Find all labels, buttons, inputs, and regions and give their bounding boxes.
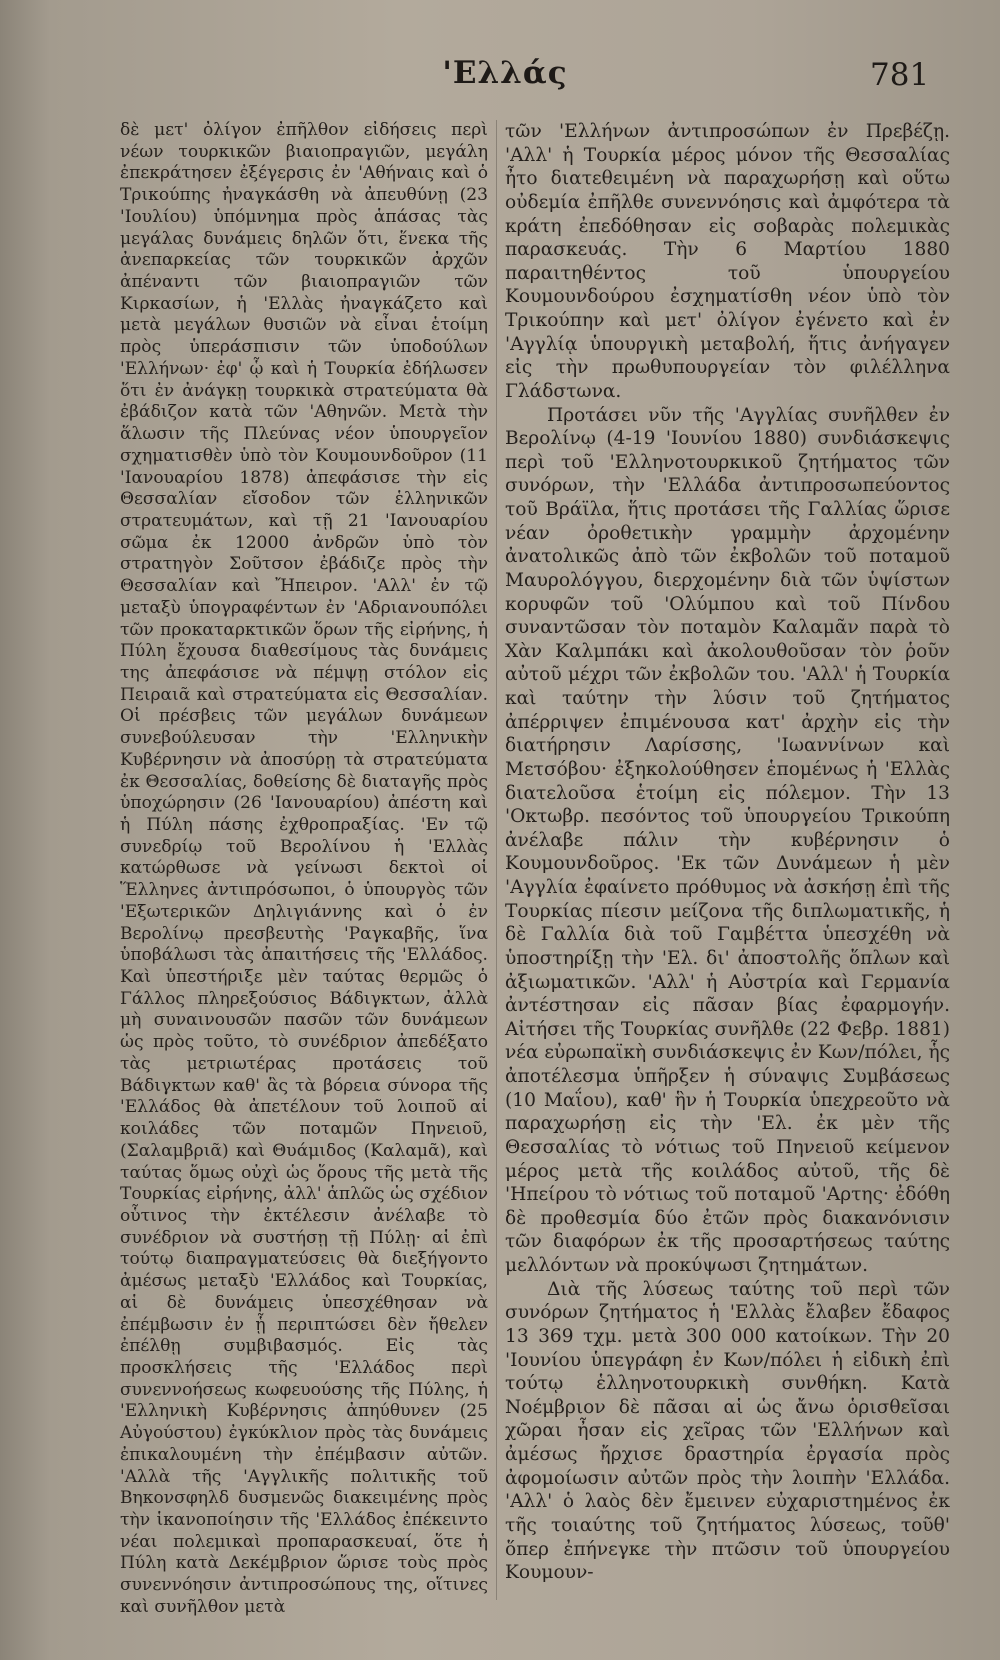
- column-divider: [496, 120, 497, 1600]
- left-column: [120, 120, 488, 1619]
- running-header: 'Ελλάς: [442, 55, 568, 91]
- page-number: 781: [870, 57, 930, 93]
- right-paragraph-1: τῶν 'Ελλήνων ἀντιπροσώπων ἐν Πρεβέζῃ. 'Αλλ' ἡ Τουρκία μέρος μόνον τῆς Θεσσαλίας ἦτο διατεθειμένη νὰ παραχωρήσῃ καὶ οὕτω οὐδεμία ἐπῆλθε συνεννόησις καὶ ἀμφότερα τὰ κράτη ἐπεδόθησαν εἰς σοβαρὰς πολεμικὰς παρασκευάς. Τὴν 6 Μαρτίου 1880 παραιτηθέντος τοῦ ὑπουργείου Κουμουνδούρου ἐσχηματίσθη νέον ὑπὸ τὸν Τρικούπην καὶ μετ' ὀλίγον ἐγένετο καὶ ἐν 'Αγγλίᾳ ὑπουργικὴ μεταβολή, ἥτις ἀνήγαγεν εἰς τὴν πρωθυπουργείαν τὸν φιλέλληνα Γλάδστωνα.: [505, 121, 950, 402]
- left-paragraph-1: δὲ μετ' ὀλίγον ἐπῆλθον εἰδήσεις περὶ νέων τουρκικῶν βιαιοπραγιῶν, μεγάλη ἐπεκράτησεν ἐξέγερσις ἐν 'Αθήναις καὶ ὁ Τρικούπης ἠναγκάσθη νὰ ἀπευθύνῃ (23 'Ιουλίου) ὑπόμνημα πρὸς ἁπάσας τὰς μεγάλας δυνάμεις δηλῶν ὅτι, ἕνεκα τῆς ἀνεπαρκείας τῶν τουρκικῶν ἀρχῶν ἀπέναντι τῶν βιαιοπραγιῶν τῶν Κιρκασίων, ἡ 'Ελλὰς ἠναγκάζετο καὶ μετὰ μεγάλων θυσιῶν νὰ εἶναι ἑτοίμη πρὸς ὑπεράσπισιν τῶν ὑποδούλων 'Ελλήνων· ἐφ' ᾧ καὶ ἡ Τουρκία ἐδήλωσεν ὅτι ἐν ἀνάγκῃ τουρκικὰ στρατεύματα θὰ ἐβάδιζον κατὰ τῶν 'Αθηνῶν. Μετὰ τὴν ἅλωσιν τῆς Πλεύνας νέον ὑπουργεῖον σχηματισθὲν ὑπὸ τὸν Κουμουνδοῦρον (11 'Ιανουαρίου 1878) ἀπεφάσισε τὴν εἰς Θεσσαλίαν εἴσοδον τῶν ἑλληνικῶν στρατευμάτων, καὶ τῇ 21 'Ιανουαρίου σῶμα ἐκ 12000 ἀνδρῶν ὑπὸ τὸν στρατηγὸν Σοῦτσον ἐβάδιζε πρὸς τὴν Θεσσαλίαν καὶ Ἤπειρον. 'Αλλ' ἐν τῷ μεταξὺ ὑπογραφέντων ἐν 'Αδριανουπόλει τῶν προκαταρκτικῶν ὅρων τῆς εἰρήνης, ἡ Πύλη ἔχουσα διαθεσίμους τὰς δυνάμεις της ἀπεφάσισε νὰ πέμψῃ στόλον εἰς Πειραιᾶ καὶ στρατεύματα εἰς Θεσσαλίαν. Οἱ πρέσβεις τῶν μεγάλων δυνάμεων συνεβούλευσαν τὴν 'Ελληνικὴν Κυβέρνησιν νὰ ἀποσύρῃ τὰ στρατεύματα ἐκ Θεσσαλίας, δοθείσης δὲ διαταγῆς πρὸς ὑποχώρησιν (26 'Ιανουαρίου) ἀπέστη καὶ ἡ Πύλη πάσης ἐχθροπραξίας. 'Εν τῷ συνεδρίῳ τοῦ Βερολίνου ἡ 'Ελλὰς κατώρθωσε νὰ γείνωσι δεκτοὶ οἱ Ἕλληνες ἀντιπρόσωποι, ὁ ὑπουργὸς τῶν 'Εξωτερικῶν Δηλιγιάννης καὶ ὁ ἐν Βερολίνῳ πρεσβευτὴς 'Ραγκαβῆς, ἵνα ὑποβάλωσι τὰς ἀπαιτήσεις τῆς 'Ελλάδος. Καὶ ὑπεστήριξε μὲν ταύτας θερμῶς ὁ Γάλλος πληρεξούσιος Βάδιγκτων, ἀλλὰ μὴ συναινουσῶν πασῶν τῶν δυνάμεων ὡς πρὸς τοῦτο, τὸ συνέδριον ἀπεδέξατο τὰς μετριωτέρας προτάσεις τοῦ Βάδιγκτων καθ' ἃς τὰ βόρεια σύνορα τῆς 'Ελλάδος θὰ ἀπετέλουν τοῦ λοιποῦ αἱ κοιλάδες τῶν ποταμῶν Πηνειοῦ, (Σαλαμβριᾶ) καὶ Θυάμιδος (Καλαμᾶ), καὶ ταύτας ὅμως οὐχὶ ὡς ὅρους τῆς μετὰ τῆς Τουρκίας εἰρήνης, ἀλλ' ἁπλῶς ὡς σχέδιον οὗτινος τὴν ἐκτέλεσιν ἀνέλαβε τὸ συνέδριον νὰ συστήσῃ τῇ Πύλῃ· αἱ ἐπὶ τούτῳ διαπραγματεύσεις θὰ διεξήγοντο ἀμέσως μεταξὺ 'Ελλάδος καὶ Τουρκίας, αἱ δὲ δυνάμεις ὑπεσχέθησαν νὰ ἐπέμβωσιν ἐν ᾗ περιπτώσει δὲν ἤθελεν ἐπέλθῃ συμβιβασμός. Εἰς τὰς προσκλήσεις τῆς 'Ελλάδος περὶ συνεννοήσεως κωφευούσης τῆς Πύλης, ἡ 'Ελληνικὴ Κυβέρνησις ἀπηύθυνεν (25 Αὐγούστου) ἐγκύκλιον πρὸς τὰς δυνάμεις ἐπικαλουμένη τὴν ἐπέμβασιν αὐτῶν. 'Αλλὰ τῆς 'Αγγλικῆς πολιτικῆς τοῦ Βηκονσφηλδ δυσμενῶς διακειμένης πρὸς τὴν ἱκανοποίησιν τῆς 'Ελλάδος ἐπέκειντο νέαι πολεμικαὶ προπαρασκευαί, ὅτε ἡ Πύλη κατὰ Δεκέμβριον ὥρισε τοὺς πρὸς συνεννόησιν ἀντιπροσώπους της, οἵτινες καὶ συνῆλθον μετὰ: [120, 120, 488, 1617]
- right-paragraph-3: Διὰ τῆς λύσεως ταύτης τοῦ περὶ τῶν συνόρων ζητήματος ἡ 'Ελλὰς ἔλαβεν ἔδαφος 13 369 τχμ. μετὰ 300 000 κατοίκων. Τὴν 20 'Ιουνίου ὑπεγράφη ἐν Κων/πόλει ἡ εἰδικὴ ἐπὶ τούτῳ ἑλληνοτουρκικὴ συνθήκη. Κατὰ Νοέμβριον δὲ πᾶσαι αἱ ὡς ἄνω ὁρισθεῖσαι χῶραι ἦσαν εἰς χεῖρας τῶν 'Ελλήνων καὶ ἀμέσως ἤρχισε δραστηρία ἐργασία πρὸς ἀφομοίωσιν αὐτῶν πρὸς τὴν λοιπὴν 'Ελλάδα. 'Αλλ' ὁ λαὸς δὲν ἔμεινεν εὐχαριστημένος ἐκ τῆς τοιαύτης τοῦ ζητήματος λύσεως, τοῦθ' ὅπερ ἐπήνεγκε τὴν πτῶσιν τοῦ ὑπουργείου Κουμουν-: [505, 1278, 950, 1584]
- right-column: [505, 120, 950, 1585]
- right-paragraph-2: Προτάσει νῦν τῆς 'Αγγλίας συνῆλθεν ἐν Βερολίνῳ (4-19 'Ιουνίου 1880) συνδιάσκεψις περὶ τοῦ 'Ελληνοτουρκικοῦ ζητήματος τῶν συνόρων, τὴν 'Ελλάδα ἀντιπροσωπεύοντος τοῦ Βράϊλα, ἥτις προτάσει τῆς Γαλλίας ὥρισε νέαν ὀροθετικὴν γραμμὴν ἀρχομένην ἀνατολικῶς ἀπὸ τῶν ἐκβολῶν τοῦ ποταμοῦ Μαυρολόγγου, διερχομένην διὰ τῶν ὑψίστων κορυφῶν τοῦ 'Ολύμπου καὶ τοῦ Πίνδου συναντῶσαν τὸν ποταμὸν Καλαμᾶν παρὰ τὸ Χὰν Καλμπάκι καὶ ἀκολουθοῦσαν τὸν ῥοῦν αὐτοῦ μέχρι τῶν ἐκβολῶν του. 'Αλλ' ἡ Τουρκία καὶ ταύτην τὴν λύσιν τοῦ ζητήματος ἀπέρριψεν ἐπιμένουσα κατ' ἀρχὴν εἰς τὴν διατήρησιν Λαρίσσης, 'Ιωαννίνων καὶ Μετσόβου· ἐξηκολούθησεν ἑπομένως ἡ 'Ελλὰς διατελοῦσα ἑτοίμη εἰς πόλεμον. Τὴν 13 'Οκτωβρ. πεσόντος τοῦ ὑπουργείου Τρικούπη ἀνέλαβε πάλιν τὴν κυβέρνησιν ὁ Κουμουνδοῦρος. 'Εκ τῶν Δυνάμεων ἡ μὲν 'Αγγλία ἐφαίνετο πρόθυμος νὰ ἀσκήσῃ ἐπὶ τῆς Τουρκίας πίεσιν μείζονα τῆς διπλωματικῆς, ἡ δὲ Γαλλία διὰ τοῦ Γαμβέττα ὑπεσχέθη νὰ ὑποστηρίξῃ τὴν 'Ελ. δι' ἀποστολῆς ὅπλων καὶ ἀξιωματικῶν. 'Αλλ' ἡ Αὐστρία καὶ Γερμανία ἀντέστησαν εἰς πᾶσαν βίας ἐφαρμογήν. Αἰτήσει τῆς Τουρκίας συνῆλθε (22 Φεβρ. 1881) νέα εὐρωπαϊκὴ συνδιάσκεψις ἐν Κων/πόλει, ἧς ἀποτέλεσμα ὑπῆρξεν ἡ σύναψις Συμβάσεως (10 Μαΐου), καθ' ἣν ἡ Τουρκία ὑπεχρεοῦτο νὰ παραχωρήσῃ εἰς τὴν 'Ελ. ἐκ μὲν τῆς Θεσσαλίας τὸ νότιως τοῦ Πηνειοῦ κείμενον μέρος μετὰ τῆς κοιλάδος αὐτοῦ, τῆς δὲ 'Ηπείρου τὸ νότιως τοῦ ποταμοῦ 'Αρτης· ἐδόθη δὲ προθεσμία δύο ἐτῶν πρὸς διακανόνισιν τῶν διαφόρων ἐκ τῆς προσαρτήσεως ταύτης μελλόντων νὰ προκύψωσι ζητημάτων.: [505, 404, 950, 1276]
